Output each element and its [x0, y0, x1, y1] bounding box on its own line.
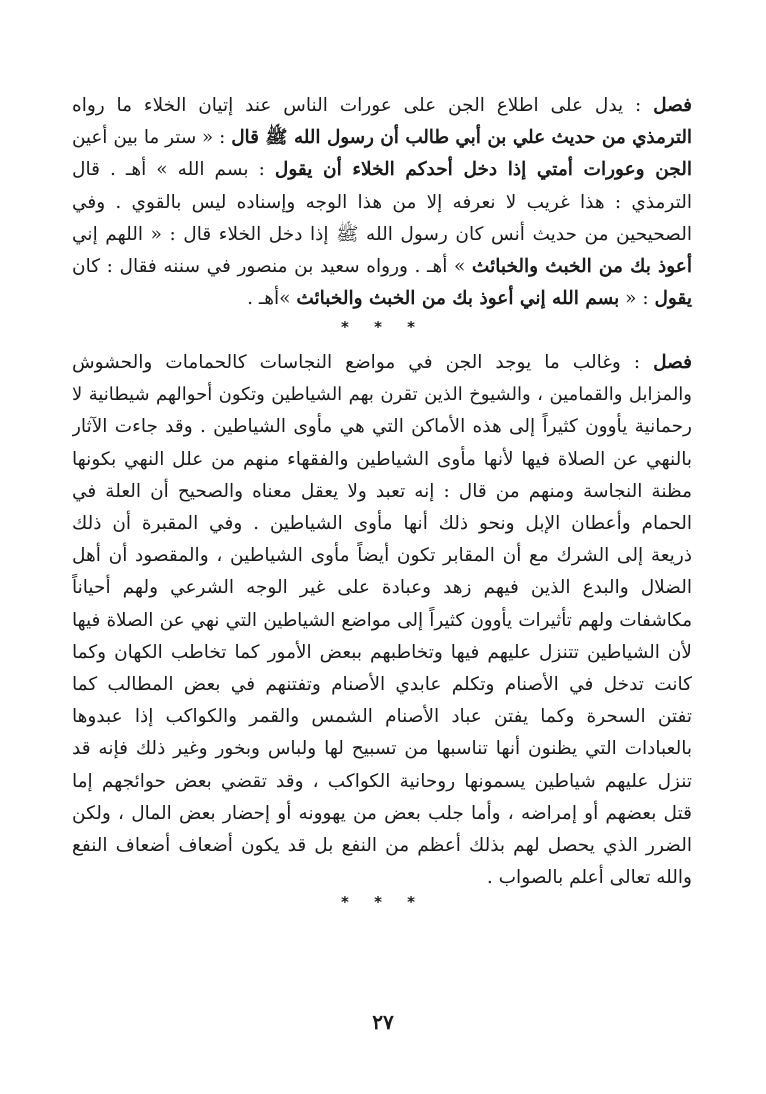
text-line [72, 605, 692, 637]
text-run: بسم الله إني أعوذ بك من الخبث والخبائث [296, 288, 620, 310]
text-line [72, 219, 692, 251]
text-line [72, 830, 692, 862]
text-run: : « ستر ما بين أعين [72, 127, 232, 149]
text-line [72, 122, 692, 154]
text-line [72, 476, 692, 508]
text-line [72, 283, 692, 315]
text-line [72, 862, 692, 894]
page-number: ٢٧ [372, 1010, 394, 1034]
text-line [72, 572, 692, 604]
text-run: كانت تدخل في الأصنام وتكلم عابدي الأصنام وتفتنهم في بعض المطالب كما [72, 674, 692, 696]
text-run: » أهـ . ورواه سعيد بن منصور في سننه فقال : كان [72, 256, 472, 278]
text-run: أعوذ بك من الخبث والخبائث [471, 256, 692, 278]
text-line [72, 90, 692, 122]
text-run: : « [619, 288, 655, 310]
text-run: ذريعة إلى الشرك مع أن المقابر تكون أيضاً مأوى الشياطين ، والمقصود أن أهل [72, 545, 692, 567]
text-run: تنزل عليهم شياطين يسمونها روحانية الكواكب ، وقد تقضي بعض حوائجهم إما [72, 770, 692, 792]
section-separator: * * * [341, 893, 425, 911]
text-run: فصل [653, 95, 692, 116]
section-separator: * * * [341, 318, 425, 336]
text-run: : بسم الله » أهـ . قال [72, 159, 275, 181]
text-line [72, 701, 692, 733]
text-line [72, 798, 692, 830]
text-line [72, 347, 692, 379]
text-run: الترمذي : هذا غريب لا نعرفه إلا من هذا الوجه وإسناده ليس بالقوي . وفي [72, 191, 692, 213]
text-line [72, 379, 692, 411]
text-run: الضرر الذي يحصل لهم بذلك أعظم من النفع بل قد يكون أضعاف أضعاف النفع [72, 835, 692, 857]
text-run: والمزابل والقمامين ، والشيوخ الذين تقرن بهم الشياطين وتكون أحوالهم شيطانية لا [72, 384, 692, 406]
text-run: مكاشفات ولهم تأثيرات يأوون كثيراً إلى مواضع الشياطين التي نهي عن الصلاة فيها [72, 609, 692, 631]
text-line [72, 154, 692, 186]
text-run: قتل بعضهم أو إمراضه ، وأما جلب بعض من يهوونه أو إحضار بعض المال ، ولكن [72, 802, 692, 824]
text-run: يقول [654, 288, 692, 310]
text-line [72, 669, 692, 701]
text-line [72, 508, 692, 540]
text-run: : وغالب ما يوجد الجن في مواضع النجاسات كالحمامات والحشوش [72, 352, 654, 373]
text-run: الضلال والبدع الذين فيهم زهد وعبادة على غير الوجه الشرعي ولهم أحياناً [72, 577, 692, 599]
text-run: بالعبادات التي يظنون أنها تناسبها من تسبيح لها ولباس وبخور وغير ذلك فإنه قد [72, 738, 692, 760]
section-1-paragraph [72, 90, 692, 315]
text-run: »أهـ . [247, 288, 297, 310]
text-run: تفتن السحرة وكما يفتن عباد الأصنام الشمس والقمر والكواكب إذا عبدوها [72, 706, 692, 728]
text-line [72, 540, 692, 572]
text-run: الحمام وأعطان الإبل ونحو ذلك أنها مأوى الشياطين . وفي المقبرة أن ذلك [72, 513, 692, 535]
text-run: الصحيحين من حديث أنس كان رسول الله ﷺ إذا دخل الخلاء قال : « اللهم إني [72, 223, 692, 245]
text-line [72, 444, 692, 476]
section-2-paragraph [72, 347, 692, 894]
text-run: مظنة النجاسة ومنهم من قال : إنه تعبد ولا يعقل معناه والصحيح أن العلة في [72, 480, 692, 502]
text-run: لأن الشياطين تتنزل عليهم فيها وتخاطبهم ببعض الأمور كما تخاطب الكهان وكما [72, 641, 692, 663]
text-line [72, 187, 692, 219]
text-run: بالنهي عن الصلاة فيها لأنها مأوى الشياطين والفقهاء منهم من علل النهي بكونها [72, 448, 692, 470]
text-line [72, 733, 692, 765]
text-line [72, 411, 692, 443]
text-run: : يدل على اطلاع الجن على عورات الناس عند إتيان الخلاء ما رواه [72, 95, 654, 116]
text-run: فصل [653, 352, 692, 373]
text-line [72, 637, 692, 669]
text-run: الجن وعورات أمتي إذا دخل أحدكم الخلاء أن يقول [274, 159, 692, 181]
text-line [72, 251, 692, 283]
text-run: رحمانية يأوون كثيراً إلى هذه الأماكن التي هي مأوى الشياطين . وقد جاءت الآثار [72, 416, 692, 438]
text-line [72, 766, 692, 798]
text-run: والله تعالى أعلم بالصواب . [486, 867, 692, 889]
text-run: الترمذي من حديث علي بن أبي طالب أن رسول الله ﷺ قال [231, 127, 692, 149]
